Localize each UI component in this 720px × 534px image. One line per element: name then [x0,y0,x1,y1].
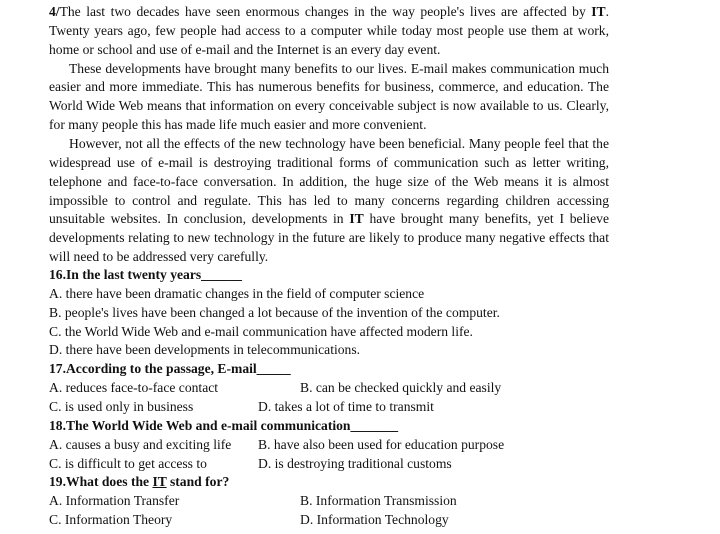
question-19-stem: 19.What does the IT stand for? [49,474,230,489]
question-18-stem: 18.The World Wide Web and e-mail communication_______ [49,418,399,433]
question-18-option-c[interactable]: C. is difficult to get access to [49,456,207,471]
question-19-option-d[interactable]: D. Information Technology [300,512,449,527]
question-18-option-d[interactable]: D. is destroying traditional customs [258,456,452,471]
question-19-option-b[interactable]: B. Information Transmission [300,493,457,508]
question-16-option-a[interactable]: A. there have been dramatic changes in the field of computer science [49,286,425,301]
question-16-option-b[interactable]: B. people's lives have been changed a lot because of the invention of the computer. [49,305,500,320]
question-18-option-a[interactable]: A. causes a busy and exciting life [49,437,232,452]
passage-number: 4/ [49,4,60,19]
passage-paragraph-3: However, not all the effects of the new technology have been beneficial. Many people feel that the widespread use of e-mail is destroying traditional forms of communication such as letter writing, telephone and face-to-face conversation. In addition, the huge size of the Web means it is almost impossible to control and regulate. This has led to many concerns regarding children accessing unsuitable websites. In conclusion, developments in IT have brought many benefits, yet I believe developments relating to new technology in the future are likely to produce many negative effects that will need to be addressed very carefully. [49,136,609,265]
passage-paragraph-1: 4/The last two decades have seen enormous changes in the way people's lives are affected by IT. Twenty years ago, few people had access to a computer while today most people use them at work, home or school and use of e-mail and the Internet is an every day event. [49,4,609,57]
question-17-option-d[interactable]: D. takes a lot of time to transmit [258,399,434,414]
question-17-stem: 17.According to the passage, E-mail_____ [49,361,291,376]
question-16-option-c[interactable]: C. the World Wide Web and e-mail communication have affected modern life. [49,323,473,339]
question-18-option-b[interactable]: B. have also been used for education purpose [258,437,505,452]
question-17-option-a[interactable]: A. reduces face-to-face contact [49,380,219,395]
it-term: IT [152,474,167,489]
question-16-stem: 16.In the last twenty years______ [49,267,242,282]
question-16-option-d[interactable]: D. there have been developments in telecommunications. [49,342,361,357]
question-17-option-b[interactable]: B. can be checked quickly and easily [300,380,502,395]
it-term: IT [349,211,364,227]
question-19-option-c[interactable]: C. Information Theory [49,512,173,527]
it-term: IT [591,4,606,19]
question-17-option-c[interactable]: C. is used only in business [49,399,194,414]
passage-paragraph-2: These developments have brought many benefits to our lives. E-mail makes communication much easier and more immediate. This has numerous benefits for business, commerce, and education. The World Wide Web means that information on every conceivable subject is now available to us. Clearly, for many people this has made life much easier and more convenient. [49,60,609,133]
question-19-option-a[interactable]: A. Information Transfer [49,493,180,508]
